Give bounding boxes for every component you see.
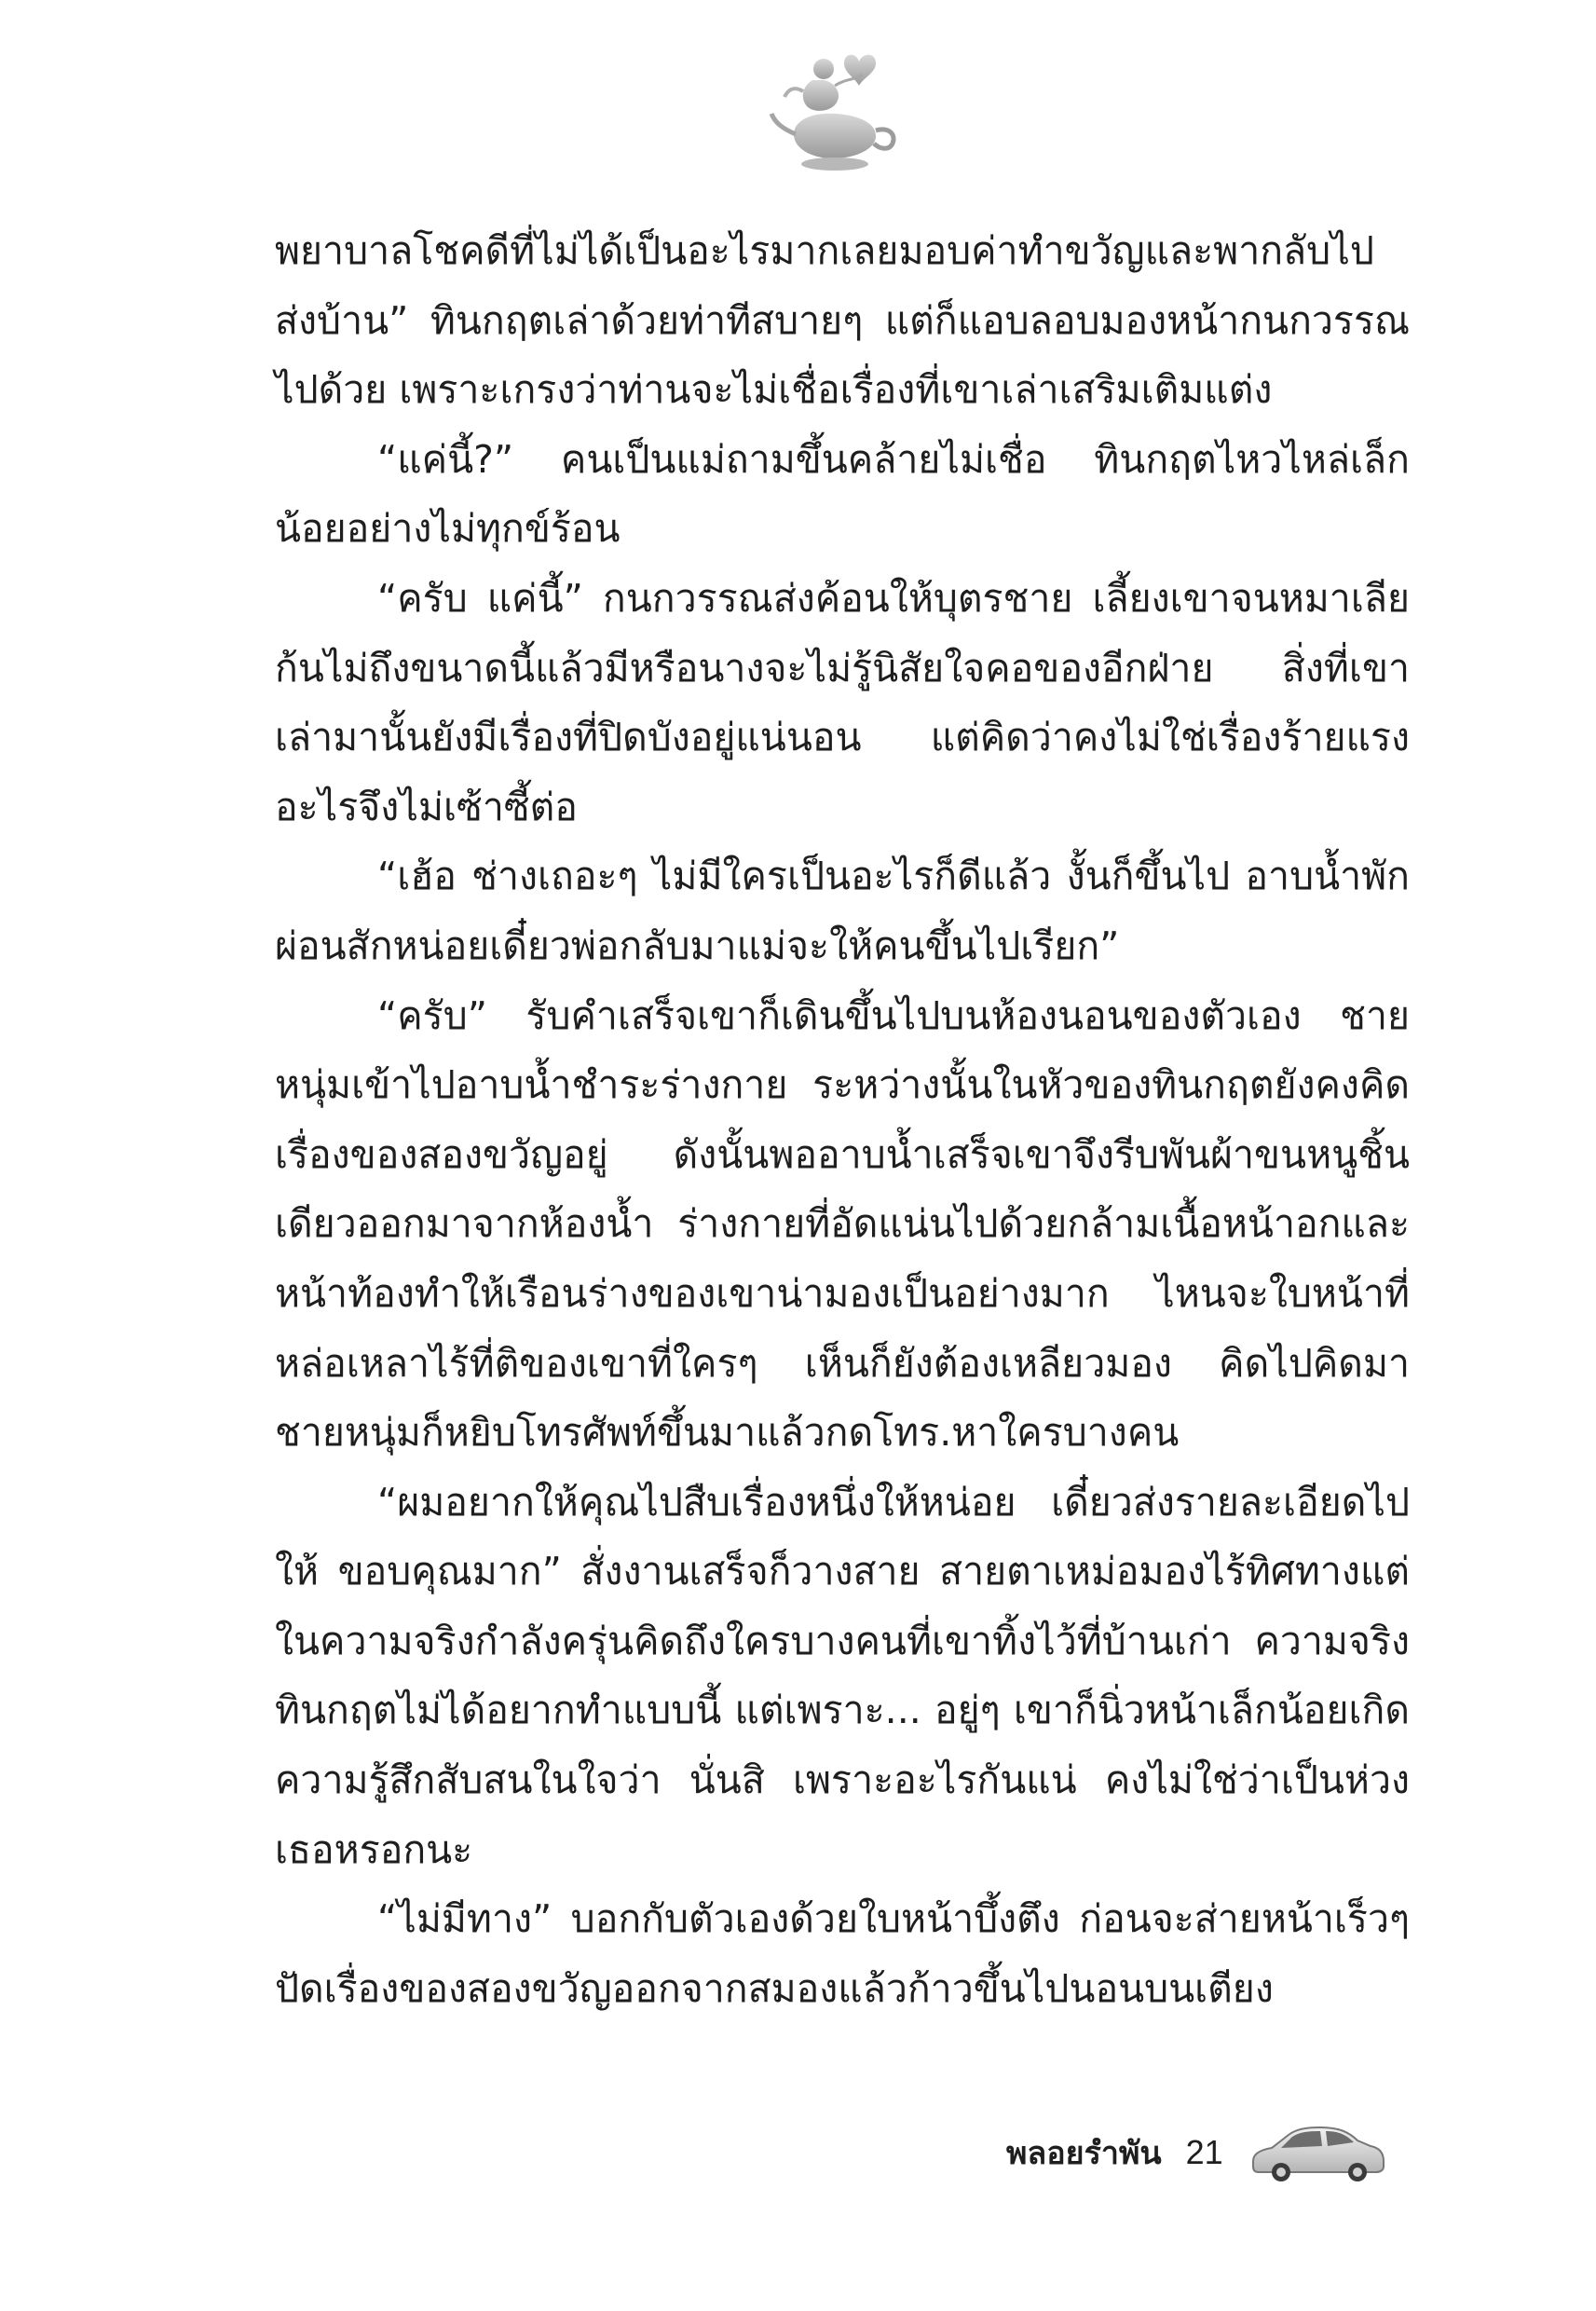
paragraph: “ครับ แค่นี้” กนกวรรณส่งค้อนให้บุตรชาย เลี้ยงเขาจนหมาเลียก้นไม่ถึงขนาดนี้แล้วมีหรือนางจะไม่รู้นิสัยใจคอของอีกฝ่าย สิ่งที่เขาเล่ามานั้นยังมีเรื่องที่ปิดบังอยู่แน่นอน แต่คิดว่าคงไม่ใช่เรื่องร้ายแรงอะไรจึงไม่เซ้าซี้ต่อ: [275, 575, 1410, 829]
paragraph: “ไม่มีทาง” บอกกับตัวเองด้วยใบหน้าบึ้งตึง ก่อนจะส่ายหน้าเร็วๆ ปัดเรื่องของสองขวัญออกจากสมองแล้วก้าวขึ้นไปนอนบนเตียง: [275, 1896, 1410, 2011]
page-footer: [1006, 2111, 1387, 2195]
paragraph: “แค่นี้?” คนเป็นแม่ถามขึ้นคล้ายไม่เชื่อ ทินกฤตไหวไหล่เล็กน้อยอย่างไม่ทุกข์ร้อน: [275, 436, 1410, 552]
cupid-teapot-icon: [766, 48, 906, 179]
body-text: [275, 216, 1410, 2023]
page-number: 21: [1185, 2133, 1223, 2171]
paragraph: “ผมอยากให้คุณไปสืบเรื่องหนึ่งให้หน่อย เดี๋ยวส่งรายละเอียดไปให้ ขอบคุณมาก” สั่งงานเสร็จก็วางสาย สายตาเหม่อมองไร้ทิศทางแต่ในความจริงกำลังครุ่นคิดถึงใครบางคนที่เขาทิ้งไว้ที่บ้านเก่า ความจริงทินกฤตไม่ได้อยากทำแบบนี้ แต่เพราะ... อยู่ๆ เขาก็นิ่วหน้าเล็กน้อยเกิดความรู้สึกสับสนในใจว่า นั่นสิ เพราะอะไรกันแน่ คงไม่ใช่ว่าเป็นห่วงเธอหรอกนะ: [275, 1479, 1410, 1872]
paragraph: “ครับ” รับคำเสร็จเขาก็เดินขึ้นไปบนห้องนอนของตัวเอง ชายหนุ่มเข้าไปอาบน้ำชำระร่างกาย ระหว่างนั้นในหัวของทินกฤตยังคงคิดเรื่องของสองขวัญอยู่ ดังนั้นพออาบน้ำเสร็จเขาจึงรีบพันผ้าขนหนูชิ้นเดียวออกมาจากห้องน้ำ ร่างกายที่อัดแน่นไปด้วยกล้ามเนื้อหน้าอกและหน้าท้องทำให้เรือนร่างของเขาน่ามองเป็นอย่างมาก ไหนจะใบหน้าที่หล่อเหลาไร้ที่ติของเขาที่ใครๆ เห็นก็ยังต้องเหลียวมอง คิดไปคิดมาชายหนุ่มก็หยิบโทรศัพท์ขึ้นมาแล้วกดโทร.หาใครบางคน: [275, 992, 1410, 1456]
paragraph: พยาบาลโชคดีที่ไม่ได้เป็นอะไรมากเลยมอบค่าทำขวัญและพากลับไปส่งบ้าน” ทินกฤตเล่าด้วยท่าทีสบายๆ แต่ก็แอบลอบมองหน้ากนกวรรณไปด้วย เพราะเกรงว่าท่านจะไม่เชื่อเรื่องที่เขาเล่าเสริมเติมแต่ง: [275, 228, 1410, 413]
car-icon: [1248, 2120, 1387, 2185]
paragraph: “เฮ้อ ช่างเถอะๆ ไม่มีใครเป็นอะไรก็ดีแล้ว งั้นก็ขึ้นไป อาบน้ำพักผ่อนสักหน่อยเดี๋ยวพ่อกลับมาแม่จะให้คนขึ้นไปเรียก”: [275, 854, 1410, 968]
book-title: พลอยรำพัน: [1006, 2135, 1162, 2172]
